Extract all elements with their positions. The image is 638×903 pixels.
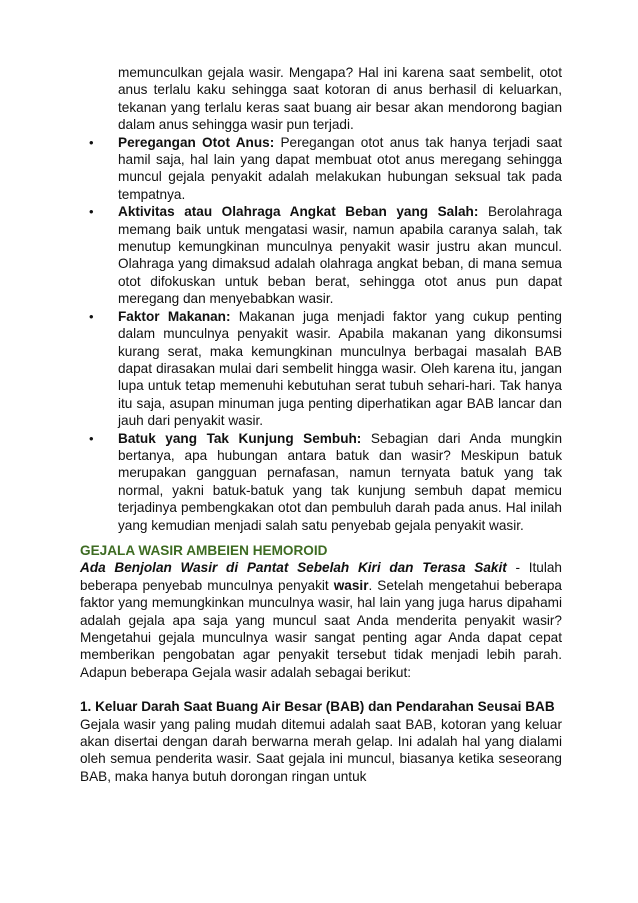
list-item-term: Aktivitas atau Olahraga Angkat Beban yang Salah: (118, 204, 479, 220)
list-item (80, 203, 562, 307)
continuation-paragraph: memunculkan gejala wasir. Mengapa? Hal ini karena saat sembelit, otot anus terlalu kaku sehingga saat kotoran di anus berhasil di keluarkan, tekanan yang terlalu keras saat buang air besar akan mendorong bagian dalam anus sehingga wasir pun terjadi. (118, 65, 562, 133)
list-item-term: Faktor Makanan: (118, 308, 231, 324)
list-item (80, 134, 562, 204)
document-page (80, 64, 562, 785)
list-item-text: Peregangan otot anus tak hanya terjadi saat hamil saja, hal lain yang dapat membuat otot anus meregang sehingga muncul gejala penyakit adalah melakukan hubungan seksual tak pada tempatnya. (118, 134, 562, 202)
intro-text-before: - Itulah beberapa penyebab munculnya penyakit (80, 560, 562, 593)
list-item-text: Berolahraga memang baik untuk mengatasi wasir, namun apabila caranya salah, tak menutup kemungkinan munculnya penyakit wasir justru akan muncul. Olahraga yang dimaksud adalah olahraga angkat beban, di mana semua otot difokuskan untuk beban berat, sehingga otot anus pun dapat meregang dan menyebabkan wasir. (118, 204, 563, 307)
intro-text-after: . Setelah mengetahui beberapa faktor yang memungkinkan munculnya wasir, hal lain yang juga harus dipahami adalah gejala apa saja yang muncul saat Anda menderita penyakit wasir? Mengetahui gejala munculnya wasir sangat penting agar Anda dapat cepat memberikan pengobatan agar penyakit tersebut tidak menjadi lebih parah. Adapun beberapa Gejala wasir adalah sebagai berikut: (80, 577, 562, 680)
keyword-link[interactable]: wasir (333, 577, 369, 593)
bullet-icon: • (89, 430, 94, 446)
bullet-icon: • (89, 308, 94, 324)
intro-lead-link[interactable]: Ada Benjolan Wasir di Pantat Sebelah Kiri dan Terasa Sakit (80, 560, 507, 576)
list-item-term: Peregangan Otot Anus: (118, 134, 275, 150)
list-item (80, 308, 562, 430)
bullet-icon: • (89, 204, 94, 220)
cause-list (80, 134, 562, 534)
list-item-text: Makanan juga menjadi faktor yang cukup penting dalam munculnya penyakit wasir. Apabila makanan yang dikonsumsi kurang serat, maka kemungkinan munculnya berbagai masalah BAB dapat dirasakan mulai dari sembelit hingga wasir. Oleh karena itu, jangan lupa untuk tetap memenuhi kebutuhan serat tubuh sehari-hari. Tak hanya itu saja, asupan minuman juga penting diperhatikan agar BAB lancar dan jauh dari penyakit wasir. (118, 308, 562, 429)
list-item-text: Sebagian dari Anda mungkin bertanya, apa hubungan antara batuk dan wasir? Meskipun batuk merupakan gangguan pernafasan, namun ternyata batuk yang tak normal, yakni batuk-batuk yang tak kunjung sembuh dapat memicu terjadinya pembengkakan otot dan pembuluh darah pada anus. Hal inilah yang kemudian menjadi salah satu penyebab gejala penyakit wasir. (118, 430, 562, 533)
intro-paragraph (80, 559, 562, 681)
bullet-icon: • (89, 134, 94, 150)
subheading: 1. Keluar Darah Saat Buang Air Besar (BAB) dan Pendarahan Seusai BAB (80, 699, 555, 715)
list-item (80, 430, 562, 534)
symptom-paragraph: Gejala wasir yang paling mudah ditemui adalah saat BAB, kotoran yang keluar akan disertai dengan darah berwarna merah gelap. Ini adalah hal yang dialami oleh semua penderita wasir. Saat gejala ini muncul, biasanya ketika seseorang BAB, maka hanya butuh dorongan ringan untuk (80, 716, 562, 784)
section-heading: GEJALA WASIR AMBEIEN HEMOROID (80, 542, 328, 558)
list-item-term: Batuk yang Tak Kunjung Sembuh: (118, 430, 362, 446)
